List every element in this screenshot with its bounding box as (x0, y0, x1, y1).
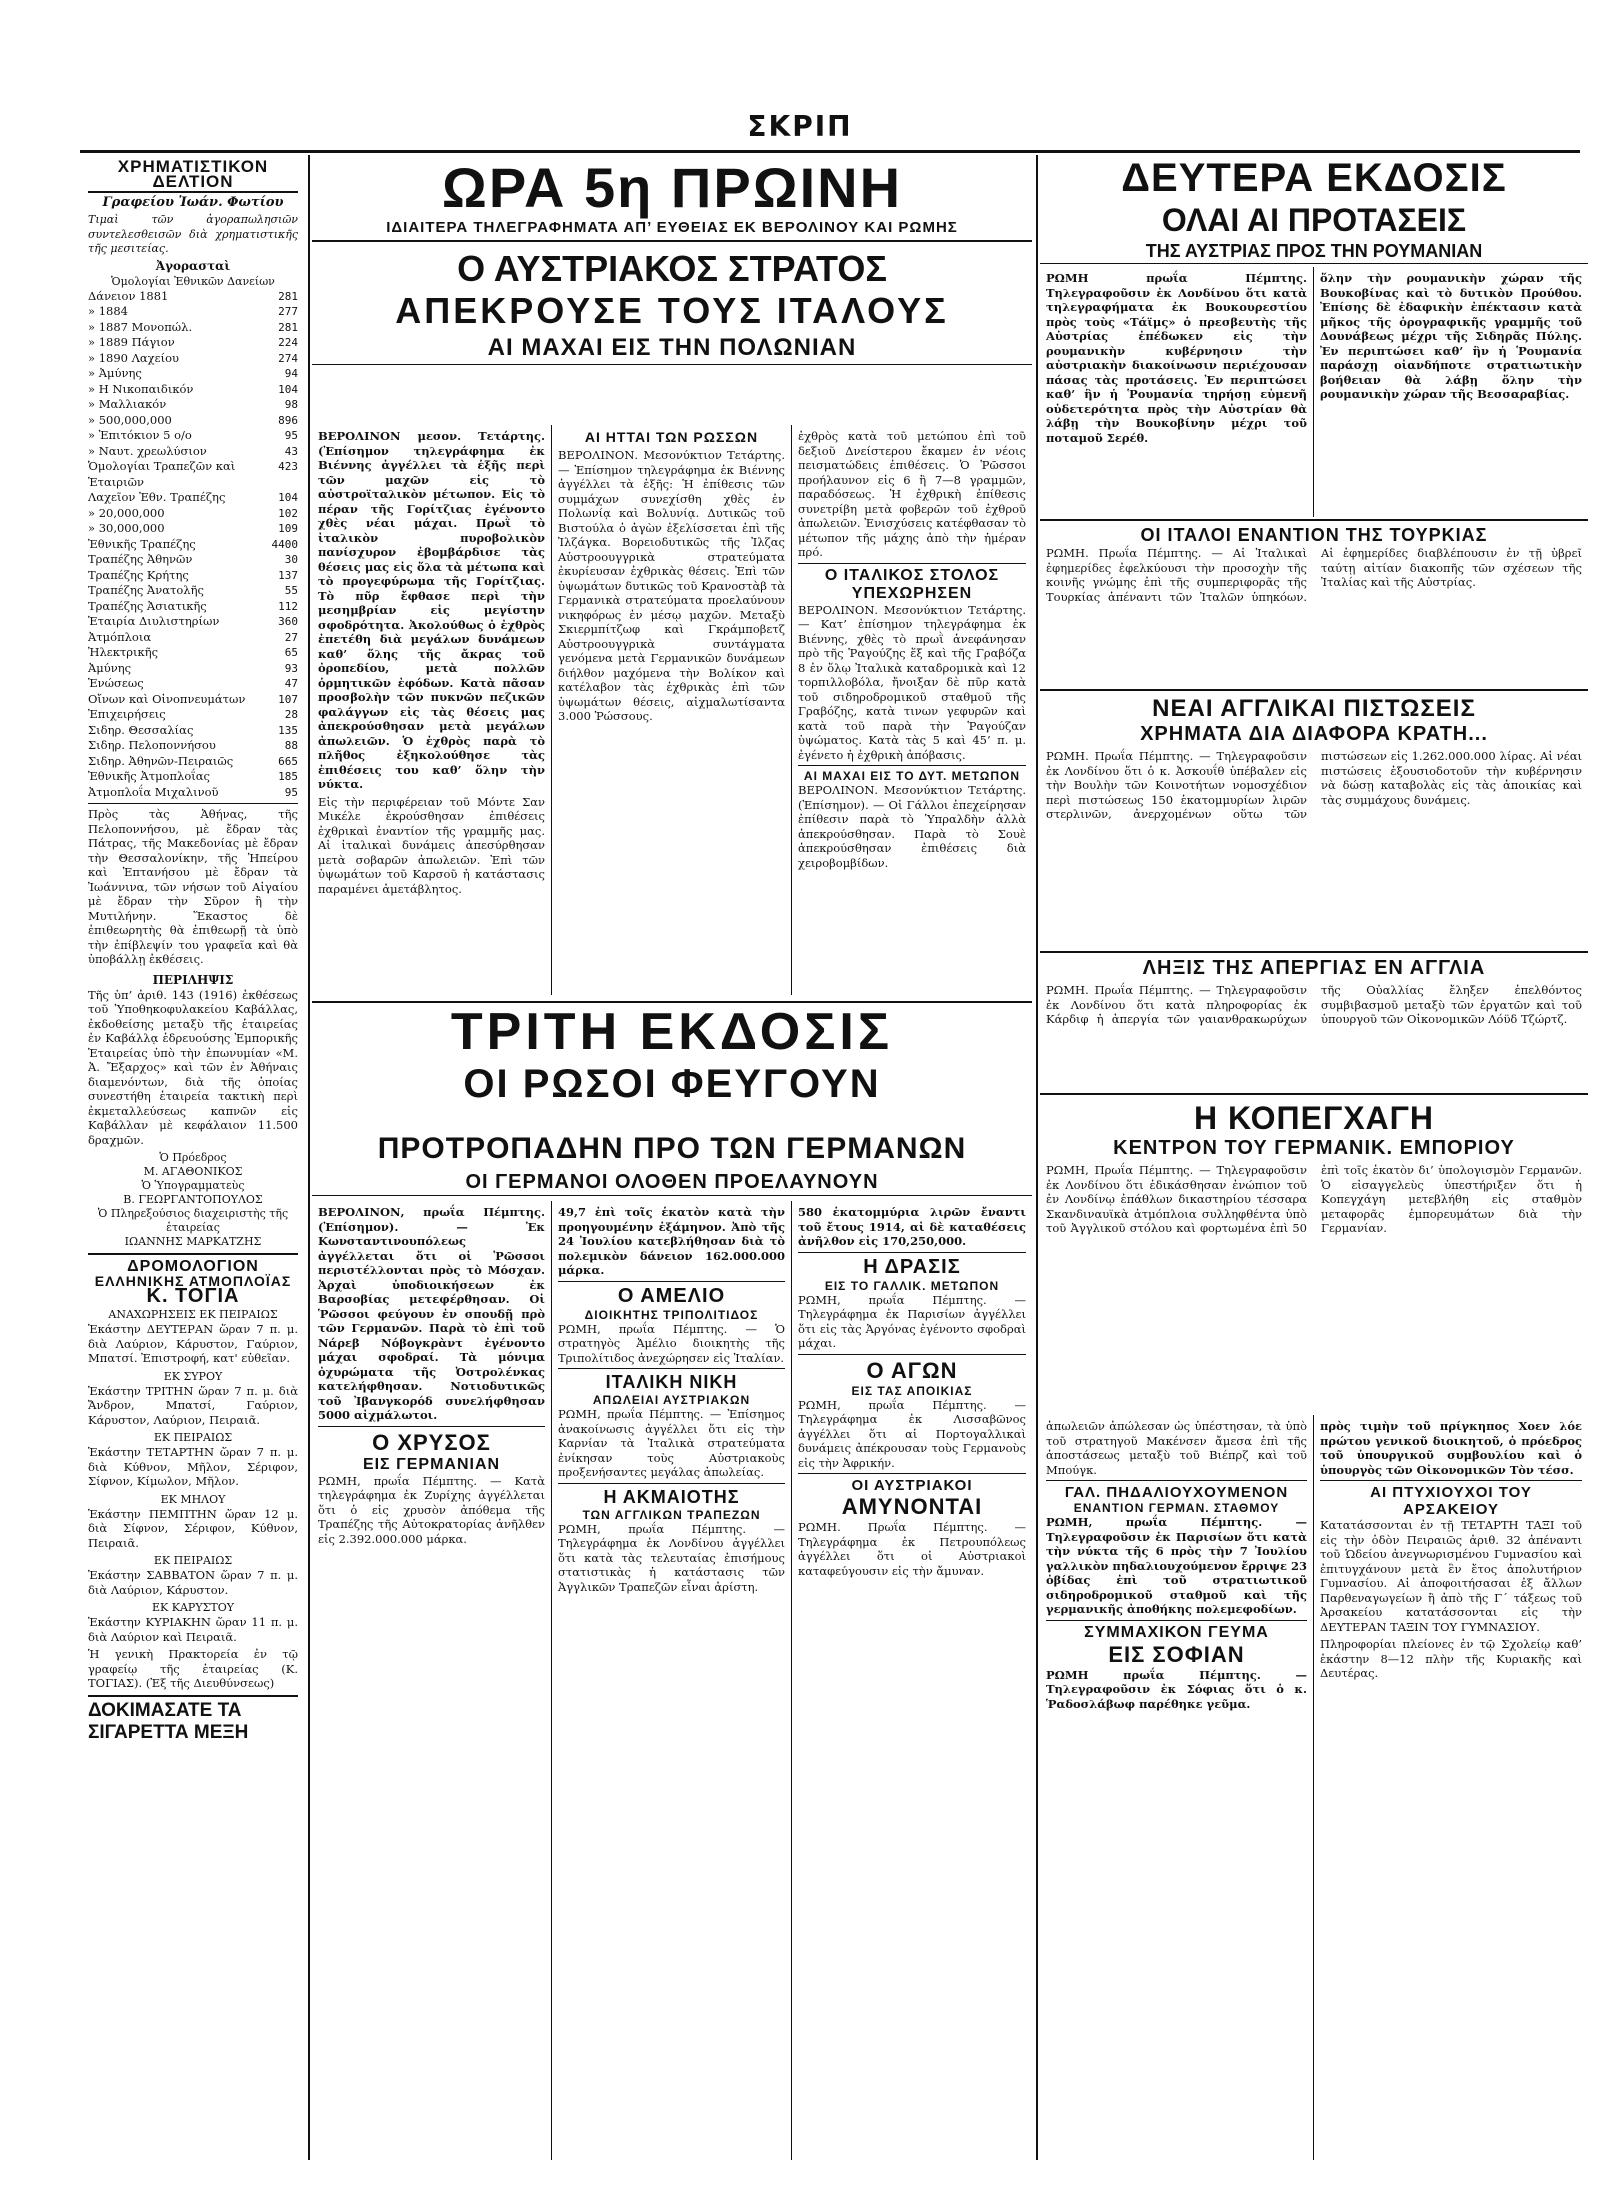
stock-row: » 20,000,000 102 (88, 505, 298, 520)
column-divider (308, 155, 310, 2160)
agency-note: Ἡ γενικὴ Πρακτορεία ἐν τῷ γραφείῳ τῆς ἑταιρείας (Κ. ΤΟΓΙΑΣ). (Ἐξ τῆς Διευθύνσεως) (88, 1647, 298, 1690)
headline-russians-flee: ΟΙ ΡΩΣΟΙ ΦΕΥΓΟΥΝ (463, 1062, 881, 1106)
stock-row: Ἐθνικῆς Τραπέζης 4400 (88, 536, 298, 551)
stock-row: Τραπέζης Ἀθηνῶν 30 (88, 552, 298, 566)
story-heading: Ο ΙΤΑΛΙΚΟΣ ΣΤΟΛΟΣ ΥΠΕΧΩΡΗΣΕΝ (824, 566, 1000, 602)
headline-austria-romania: ΤΗΣ ΑΥΣΤΡΙΑΣ ΠΡΟΣ ΤΗΝ ΡΟΥΜΑΝΙΑΝ (1040, 239, 1588, 264)
story-heading: ΑΙ ΠΤΥΧΙΟΥΧΟΙ ΤΟΥ ΑΡΣΑΚΕΙΟΥ (1370, 1484, 1532, 1518)
stock-bulletin-column (82, 155, 304, 2160)
story-body: ΡΩΜΗ, Πρωΐα Πέμπτης. — Τηλεγραφοῦσιν ἐκ Λονδίνου ὅτι ἐδικάσθησαν ἐνώπιον τοῦ ἐν Λονδίνῳ ἐπάθλων δικαστηρίου τέσσαρα Σκανδιναυϊκὰ ἀτμόπλοια συλληφθέντα ὑπὸ τοῦ Ἀγγλικοῦ στόλου καὶ φορτωμένα ἐπὶ 50 ἐπὶ τοῖς ἑκατὸν δι’ ὑπολογισμὸν Γερμανῶν. Ὁ εἰσαγγελεὺς ὑπεστήριξεν ὅτι ἡ Κοπεγχάγη μετεβλήθη εἰς σταθμὸν μεταφορᾶς ἐμπορευμάτων διὰ τὴν Γερμανίαν. (1046, 1163, 1582, 1235)
stock-row: Τραπέζης Ἀνατολῆς 55 (88, 583, 298, 597)
story-body: ΡΩΜΗ πρωΐα Πέμπτης. Τηλεγραφοῦσιν ἐκ Λονδίνου ὅτι κατὰ τηλεγραφήματα ἐκ Βουκουρεστίου πρὸς τοὺς «Τάϊμς» ὁ πρεσβευτὴς τῆς Αὐστρίας ἐπέδωκεν εἰς τὴν ρουμανικὴν κυβέρνησιν τὴν αὐστριακὴν διακοίνωσιν περιέχουσαν πάσας τὰς προτάσεις. Ἐν περιπτώσει καθ’ ἣν ἡ Ῥουμανία τηρήσῃ εὐμενῆ οὐδετερότητα πρὸς τὴν Αὐστρίαν θὰ λάβῃ τὴν Βουκοβίνην μέχρι τοῦ ποταμοῦ Σερέθ. (1046, 271, 1307, 445)
masthead: ΣΚΡΙΠ (747, 110, 853, 143)
stock-row: » Ἐπιτόκιον 5 ο/ο 95 (88, 428, 298, 442)
story-subheading: ΕΙΣ ΓΕΡΜΑΝΙΑΝ (362, 1455, 501, 1473)
story-body: ΡΩΜΗ. Πρωΐα Πέμπτης. — Τηλεγράφημα ἐκ Πετρουπόλεως ἀγγέλλει ὅτι οἱ Αὐστριακοὶ καταφεύγουσιν εἰς τὴν ἄμυναν. (798, 1520, 1026, 1578)
story-body: ΡΩΜΗ, πρωΐα Πέμπτης. — Τηλεγραφοῦσιν ἐκ Παρισίων ὅτι κατὰ τὴν νύκτα τῆς 6 πρὸς τὴν 7 Ἰουλίου γαλλικὸν πηδαλιουχούμενον ἔρριψε 23 ὀβίδας ἐπὶ τοῦ στρατιωτικοῦ σιδηροδρομικοῦ σταθμοῦ καὶ τῆς γερμανικῆς ἀποθήκης πολεμεφοδίων. (1046, 1515, 1307, 1616)
story-heading: Η ΚΟΠΕΓΧΑΓΗ (1193, 1100, 1434, 1136)
departure-item: ΕΚ ΚΑΡΥΣΤΟΥ Ἑκάστην ΚΥΡΙΑΚΗΝ ὥραν 11 π. μ. διὰ Λαύριον καὶ Πειραιᾶ. (88, 1601, 298, 1644)
market-subheading: Ὁμολογίαι Ἐθνικῶν Δανείων (111, 274, 275, 288)
story-arsakeion (1314, 1415, 1588, 2160)
stock-row: » 1889 Πάγιον 224 (88, 335, 298, 349)
banner-subheadline: ΙΔΙΑΙΤΕΡΑ ΤΗΛΕΓΡΑΦΗΜΑΤΑ ΑΠ’ ΕΥΘΕΙΑΣ ΕΚ ΒΕΡΟΛΙΝΟΥ ΚΑΙ ΡΩΜΗΣ (312, 219, 1032, 242)
story-body: ΒΕΡΟΛΙΝΟΝ, πρωΐα Πέμπτης. (Ἐπίσημον). — Ἐκ Κωνσταντινουπόλεως ἀγγέλλεται ὅτι οἱ Ῥῶσσοι περιστέλλονται πρὸς τὸ Μόσχαν. Ἀρχαὶ ὑποδιοικήσεων ἐκ Βαρσοβίας μετεφέρθησαν. Οἱ Ῥῶσσοι φεύγουν ἐν σπουδῇ πρὸ τῶν Γερμανῶν. Παρὰ τὸ ἐπὶ τοῦ Νάρεβ Νόβογκρὰντ ἐγένοντο μάχαι σφοδραί. Τὰ μόνιμα ὀχυρώματα τῆς Ὀστρολένκας κατελήφθησαν. Νοτιοδυτικῶς τοῦ Ἰβανγκορόδ συνελήφθησαν 5000 αἰχμάλωτοι. (318, 1205, 545, 1422)
story-body: ΒΕΡΟΛΙΝΟΝ. Μεσονύκτιον Τετάρτης. — Ἐπίσημον τηλεγράφημα ἐκ Βιέννης ἀγγέλλει τὰ ἑξῆς: Ἡ ἐπίθεσις τῶν συμμάχων συνεχίσθη χθὲς ἐν Πολωνίᾳ καὶ Βολυνίᾳ. Δυτικῶς τοῦ Βιστούλα ὁ ἀγὼν ἐξελίσσεται ἐπὶ τῆς Ἰλζάγκα. Βορειοδυτικῶς τῆς Ἰλζας Αὐστροουγγρικὰ στρατεύματα ἐκυρίευσαν ἐχθρικὰς θέσεις. Ἐπὶ τῶν ὑψωμάτων δυτικῶς τοῦ Κρανοστὰβ τὰ Γερμανικὰ στρατεύματα προελαύνουν νικηφόρως ἐν μέσῳ μαχῶν. Μεταξὺ Σκιερμπίτζωφ καὶ Γκράμποβετζ Αὐστροουγγρικὰ συντάγματα γενόμενα μετὰ Γερμανικῶν δυνάμεων διήλθον μαχόμενα τὴν Βολίκον καὶ κατέλαβον τὰς ἐχθρικὰς ἐπὶ τῶν ὑψωμάτων θέσεις, αἰχμαλωτίσαντα 3.000 Ῥώσσους. (558, 448, 785, 723)
story-body: ΡΩΜΗ. Πρωΐα Πέμπτης. — Αἱ Ἰταλικαὶ ἐφημερίδες ἐφελκύουσι τὴν προσοχὴν τῆς κοινῆς γνώμης ἐπὶ τῆς συμπεριφορᾶς τῆς Τουρκίας ἀπέναντι τῶν Ἰταλῶν ὑπηκόων. Αἱ ἐφημερίδες διαβλέπουσιν ἐν τῇ ὑβρεῖ ταύτῃ αἰτίαν διακοπῆς τῶν σχέσεων τῆς Ἰταλίας καὶ τῆς Αὐστρίας. (1046, 546, 1582, 604)
story-body: ΒΕΡΟΛΙΝΟΝ. Μεσονύκτιον Τετάρτης. (Ἐπίσημον). — Οἱ Γάλλοι ἐπεχείρησαν ἐπίθεσιν παρὰ τὸ Ὑπραλδὴν ἀλλὰ ἀπεκρούσθησαν. Παρὰ τὸ Σουὲ ἀπεκρούσθησαν ἐπιθέσεις διὰ χειροβομβίδων. (798, 783, 1026, 870)
departure-item: ΕΚ ΠΕΙΡΑΙΩΣ Ἑκάστην ΣΑΒΒΑΤΟΝ ὥραν 7 π. μ. διὰ Λαύριον, Κάρυστον. (88, 1554, 298, 1597)
story-heading: ΑΙ ΗΤΤΑΙ ΤΩΝ ΡΩΣΣΩΝ (584, 429, 759, 445)
story-subheading: ΕΙΣ ΤΟ ΓΑΛΛΙΚ. ΜΕΤΩΠΟΝ (824, 1278, 1000, 1293)
center-column (312, 155, 1032, 2160)
story-copenhagen (1040, 1093, 1588, 1413)
story-heading: ΣΥΜΜΑΧΙΚΟΝ ΓΕΥΜΑ (1084, 1623, 1269, 1641)
story-body: ΡΩΜΗ, πρωΐα Πέμπτης. — Ὁ στρατηγὸς Ἀμέλιο διοικητὴς τῆς Τριπολίτιδος ἀνεχώρησεν εἰς Ἰταλίαν. (558, 1321, 785, 1365)
inspectors-text: Πρὸς τὰς Ἀθήνας, τῆς Πελοποννήσου, μὲ ἔδραν τὰς Πάτρας, τῆς Μακεδονίας μὲ ἔδραν τὴν Θεσσαλονίκην, τῆς Ἠπείρου καὶ Ἑπτανήσου μὲ ἔδραν τὰ Ἰωάννινα, τῶν νήσων τοῦ Αἰγαίου μὲ ἔδραν τὴν Σῦρον ἢ τὴν Μυτιλήνην. Ἕκαστος δὲ ἐπιθεωρητὴς θὰ ἐπιθεωρῇ τὰ ὑπὸ τὴν ἐπίβλεψίν του γραφεῖα καὶ θὰ ὑποβάλλῃ ἐκθέσεις. (88, 807, 298, 966)
stock-row: Ἀτμοπλοΐα Μιχαλινοῦ 95 (88, 784, 298, 799)
story-body: ΒΕΡΟΛΙΝΟΝ. Μεσονύκτιον Τετάρτης. — Κατ’ ἐπίσημον τηλεγράφημα ἐκ Βιέννης, χθὲς τὸ πρωῒ ἀνεφάνησαν πρὸ τῆς Ῥαγούζης ἕξ καὶ τῆς Γραβόζα 8 ἐν ὅλῳ Ἰταλικὰ καταδρομικὰ καὶ 12 τορπιλλοβόλα, ἤνοιξαν δὲ πῦρ κατὰ τοῦ σιδηροδρομικοῦ σταθμοῦ τῆς Γραβόζης, κατὰ τινων γεφυρῶν καὶ κατὰ τοῦ παρὰ τὴν Ῥαγούζαν ὑψώματος. Κατὰ τὰς 5 καὶ 45’ π. μ. ἐγένετο ἡ ἐχθρικὴ ἀπόβασις. (798, 602, 1026, 762)
departure-item: ΕΚ ΠΕΙΡΑΙΩΣ Ἑκάστην ΤΕΤΑΡΤΗΝ ὥραν 7 π. μ. διὰ Κύθνον, Μῆλον, Σέριφον, Σίφνον, Κίμωλον, Μῆλον. (88, 1431, 298, 1488)
story-body: ὅλην τὴν ρουμανικὴν χώραν τῆς Βουκοβίνας καὶ τὸ δυτικὸν Προύθου. Ἐπίσης δὲ ἐδαφικὴν ἐπέκτασιν κατὰ μῆκος τῆς ὁρογραφικῆς γραμμῆς τοῦ Δουνάβεως μέχρι τῆς Σιδηρᾶς Πύλης. Ἐν περιπτώσει καθ’ ἣν ἡ Ῥουμανία παράσχῃ οἰανδήποτε στρατιωτικὴν βοήθειαν θὰ λάβῃ ὅλην τὴν ρουμανικὴν χώραν τῆς Βεσσαραβίας. (1320, 271, 1582, 401)
story-subheading: ΔΙΟΙΚΗΤΗΣ ΤΡΙΠΟΛΙΤΙΔΟΣ (584, 1307, 759, 1322)
signature-line: Ὁ Πληρεξούσιος διαχειριστὴς τῆς ἑταιρείας (97, 1207, 289, 1234)
stock-row: Τραπέζης Κρήτης 137 (88, 567, 298, 582)
departure-list (88, 1307, 298, 1644)
story-body: ΡΩΜΗ, πρωΐα Πέμπτης. — Τηλεγράφημα ἐκ Παρισίων ἀγγέλλει ὅτι εἰς τὰς Ἀργόνας ἐγένοντο σφοδραὶ μάχαι. (798, 1292, 1026, 1350)
story-strike-end (1040, 951, 1588, 1091)
cigarette-ad: ΔΟΚΙΜΑΣΑΤΕ ΤΑ ΣΙΓΑΡΕΤΤΑ ΜΕΞΗ (88, 1695, 298, 1744)
story-russian-retreat (312, 1201, 552, 2160)
stock-bulletin-subtitle: Γραφείου Ἰωάν. Φωτίου (102, 195, 284, 210)
story-heading: Ο ΑΜΕΛΙΟ (617, 1284, 726, 1307)
story-body: 580 ἑκατομμύρια λιρῶν ἔναντι τοῦ ἔτους 1914, αἱ δὲ καταθέσεις ἀνῆλθον εἰς 170,250,000. (798, 1205, 1026, 1248)
market-heading: Ἀγορασταὶ (155, 258, 231, 273)
story-heading: ΓΑΛ. ΠΗΔΑΛΙΟΥΧΟΥΜΕΝΟΝ (1064, 1484, 1289, 1501)
signature-line: Β. ΓΕΩΡΓΑΝΤΟΠΟΥΛΟΣ (123, 1193, 263, 1206)
story-subheading: ΕΙΣ ΤΑΣ ΑΠΟΙΚΙΑΣ (851, 1383, 973, 1398)
story-subheading: ΤΩΝ ΑΓΓΛΙΚΩΝ ΤΡΑΠΕΖΩΝ (582, 1507, 761, 1522)
story-heading: Ο ΧΡΥΣΟΣ (372, 1429, 491, 1455)
story-italy-turkey (1040, 519, 1588, 687)
stock-row: Λαχεῖον Ἐθν. Τραπέζης 104 (88, 490, 298, 504)
story-french-front (792, 1201, 1032, 2160)
stock-row: Οἴνων καὶ Οἰνοπνευμάτων 107 (88, 691, 298, 706)
headline-repelled-italians: ΑΠΕΚΡΟΥΣΕ ΤΟΥΣ ΙΤΑΛΟΥΣ (395, 290, 949, 331)
story-heading: ΟΙ ΑΥΣΤΡΙΑΚΟΙ (851, 1477, 973, 1494)
stock-row: » 30,000,000 109 (88, 521, 298, 535)
story-heading: ΟΙ ΙΤΑΛΟΙ ΕΝΑΝΤΙΟΝ ΤΗΣ ΤΟΥΡΚΙΑΣ (1140, 525, 1488, 545)
departure-item: ΕΚ ΣΥΡΟΥ Ἑκάστην ΤΡΙΤΗΝ ὥραν 7 π. μ. διὰ Ἄνδρον, Μπατσί, Γαύριον, Κάρυστον, Λαύριον, Πειραιᾶ. (88, 1369, 298, 1427)
story-body: ΡΩΜΗ, πρωΐα Πέμπτης. — Κατὰ τηλεγράφημα ἐκ Ζυρίχης ἀγγέλλεται ὅτι ὁ εἰς χρυσὸν ἀπόθεμα τῆς Τραπέζης τῆς Αὐτοκρατορίας ἀνῆλθεν εἰς 2.392.000.000 μάρκα. (318, 1473, 545, 1546)
stock-row: Ἀτμόπλοια 27 (88, 629, 298, 644)
story-body: ἀπωλειῶν ἀπώλεσαν ὡς ὑπέστησαν, τὰ ὑπὸ τοῦ στρατηγοῦ Μακένσεν ἄμεσα ἐπὶ τῆς ἀποστάσεως μεταξὺ τοῦ Βιέπρζ καὶ τοῦ Μπούγκ. (1046, 1419, 1307, 1477)
story-amelio (552, 1201, 792, 2160)
headline-flight-germans: ΠΡΟΤΡΟΠΑΔΗΝ ΠΡΟ ΤΩΝ ΓΕΡΜΑΝΩΝ (377, 1132, 967, 1165)
headline-proposals: ΟΛΑΙ ΑΙ ΠΡΟΤΑΣΕΙΣ (1161, 202, 1467, 238)
story-heading: ΛΗΞΙΣ ΤΗΣ ΑΠΕΡΓΙΑΣ ΕΝ ΑΓΓΛΙΑ (1142, 957, 1486, 979)
stock-row: » 1884 277 (88, 304, 298, 318)
story-subheading: ΕΝΑΝΤΙΟΝ ΓΕΡΜΑΝ. ΣΤΑΘΜΟΥ (1073, 1501, 1280, 1515)
story-austria-proposals-cont (1314, 267, 1588, 517)
stock-row: Ἠλεκτρικῆς 65 (88, 645, 298, 659)
story-subheading: ΑΠΩΛΕΙΑΙ ΑΥΣΤΡΙΑΚΩΝ (592, 1393, 751, 1407)
story-body: ἐχθρὸς κατὰ τοῦ μετώπου ἐπὶ τοῦ δεξιοῦ Δνείστερου ἔκαμεν ἐν νέοις πεισματώδεις ἐπιθέσεις. Ὁ Ῥῶσσοι προήλαυνον εἰς 6 ἢ 7—8 γραμμῶν, παραδόσεως. Ἡ ἐχθρικὴ ἐπίθεσις συνετρίβη μετὰ φοβερῶν τοῦ ἐχθροῦ ἀπωλειῶν. Ἐνισχύσεις κατέφθασαν τὸ μέτωπον τῆς μάχης ἀπὸ τὴν ἡμέραν πρό. (798, 429, 1026, 559)
story-body: ΡΩΜΗ. Πρωΐα Πέμπτης. — Τηλεγραφοῦσιν ἐκ Λονδίνου ὅτι ὁ κ. Ἀσκουΐθ ὑπέβαλεν εἰς τὴν Βουλὴν τῶν Κοινοτήτων νομοσχέδιον περὶ πιστώσεως 150 ἑκατομμυρίων λιρῶν στερλινῶν, ἀνερχομένων οὕτω τῶν πιστώσεων εἰς 1.262.000.000 λίρας. Αἱ νέαι πιστώσεις ἐξουσιοδοτοῦν τὴν κυβέρνησιν νὰ δώσῃ καταβολὰς εἰς τὰς ἀποικίας καὶ τὰς συμμάχους δυνάμεις. (1046, 749, 1582, 821)
story-heading: Η ΔΡΑΣΙΣ (863, 1255, 961, 1278)
signatures (88, 1151, 298, 1249)
story-body: ΒΕΡΟΛΙΝΟΝ μεσον. Τετάρτης. (Ἐπίσημον τηλεγράφημα ἐκ Βιέννης ἀγγέλλει τὰ ἑξῆς περὶ τῶν μαχῶν εἰς τὸ αὐστροϊταλικὸν μέτωπον. Εἰς τὸ πέραν τῆς Γορίτζιας ἐγένοντο χθὲς νέαι μάχαι. Πρωῒ τὸ ἰταλικὸν πυροβολικὸν πανίσχυρον ἐβομβάρδισε τὰς θέσεις μας εἰς ὅλα τὰ μέτωπα καὶ τὸ προγεφύρωμα τῆς Γορίτζιας. Τὸ πῦρ ἔφθασε περὶ τὴν μεσημβρίαν εἰς μεγίστην σφοδρότητα. Ἀκολούθως ὁ ἐχθρὸς ἐπετέθη διὰ μεγάλων δυνάμεων καθ’ ὅλης τῆς ἄκρας τοῦ ὀροπεδίου, μετὰ πολλῶν ὁρμητικῶν ἐφόδων. Κατὰ πᾶσαν προσβολὴν τῶν πυκνῶν πεζικῶν φαλάγγων εἰς τὰς θέσεις μας ἀπεκρούσθησαν μετὰ μεγάλων ἀπωλειῶν. Ὁ ἐχθρὸς παρὰ τὸ πλῆθος ἐξηκολούθησε τὰς ἐπιθέσεις του καθ’ ὅλην τὴν νύκτα. (318, 429, 545, 791)
story-body: ΡΩΜΗ πρωΐα Πέμπτης. — Τηλεγραφοῦσιν ἐκ Σόφιας ὅτι ὁ κ. Ῥαδοσλάβωφ παρέθηκε γεῦμα. (1046, 1667, 1307, 1711)
stock-row: » Ἀμύνης 94 (88, 366, 298, 380)
story-body: ΡΩΜΗ, πρωΐα Πέμπτης. — Τηλεγράφημα ἐκ Λισσαβῶνος ἀγγέλλει ὅτι αἱ Πορτογαλλικαὶ δυνάμεις ἀπέκρουσαν τοὺς Γερμανοὺς εἰς τὴν Ἀφρικήν. (798, 1397, 1026, 1470)
second-edition-banner: ΔΕΥΤΕΡΑ ΕΚΔΟΣΙΣ (1121, 156, 1507, 200)
stock-row: » Ναυτ. χρεωλύσιον 43 (88, 443, 298, 458)
story-body: ΡΩΜΗ, πρωΐα Πέμπτης. — Τηλεγράφημα ἐκ Λονδίνου ἀγγέλλει ὅτι κατὰ τὰς τελευταίας ἐπισήμους στατιστικὰς ἡ κατάστασις τῶν Ἀγγλικῶν Τραπεζῶν εἶναι ἀρίστη. (558, 1521, 785, 1594)
headline-poland-battles: ΑΙ ΜΑΧΑΙ ΕΙΣ ΤΗΝ ΠΟΛΩΝΙΑΝ (312, 332, 1032, 365)
story-body: ΡΩΜΗ, πρωΐα Πέμπτης. — Ἐπίσημος ἀνακοίνωσις ἀγγέλλει ὅτι εἰς τὴν Καρνίαν τὰ Ἰταλικὰ στρατεύματα ἐνίκησαν τοὺς Αὐστριακοὺς προξενήσαντες μεγάλας ἀπωλείας. (558, 1407, 785, 1479)
story-subheading: ΧΡΗΜΑΤΑ ΔΙΑ ΔΙΑΦΟΡΑ ΚΡΑΤΗ... (1140, 723, 1488, 745)
story-airship (1040, 1415, 1314, 2160)
summary-heading: ΠΕΡΙΛΗΨΙΣ (152, 972, 234, 987)
stock-row: Δάνειον 1881 281 (88, 288, 298, 303)
story-subheading: ΚΕΝΤΡΟΝ ΤΟΥ ΓΕΡΜΑΝΙΚ. ΕΜΠΟΡΙΟΥ (1113, 1137, 1515, 1159)
story-heading: ΙΤΑΛΙΚΗ ΝΙΚΗ (605, 1372, 738, 1392)
story-subheading: ΕΙΣ ΣΟΦΙΑΝ (1108, 1641, 1245, 1667)
right-column (1040, 155, 1588, 2160)
story-italian-fleet (792, 425, 1032, 995)
story-italian-front (312, 425, 552, 995)
schedule-ship: Κ. ΤΟΓΙΑ (146, 1285, 240, 1307)
stock-bulletin-note: Τιμαὶ τῶν ἀγοραπωλησιῶν συντελεσθεισῶν διὰ χρηματιστικῆς τῆς μεσιτείας. (88, 213, 298, 255)
schedule-company: ΕΛΛΗΝΙΚΗΣ ΑΤΜΟΠΛΟΪΑΣ (94, 1273, 292, 1289)
masthead-rule (80, 150, 1580, 153)
signature-line: Ὁ Ὑπογραμματεὺς (141, 1179, 245, 1192)
signature-line: Μ. ΑΓΑΘΟΝΙΚΟΣ (143, 1165, 243, 1178)
signature-line: Ὁ Πρόεδρος (159, 1151, 227, 1164)
stock-row: Ἑνώσεως 47 (88, 676, 298, 690)
story-body: Πληροφορίαι πλείονες ἐν τῷ Σχολείῳ καθ’ ἑκάστην 8—12 πλὴν τῆς Κυριακῆς καὶ Δευτέρας. (1320, 1637, 1582, 1680)
story-russian-defeats (552, 425, 792, 995)
story-body: Κατατάσσονται ἐν τῇ ΤΕΤΑΡΤΗ ΤΑΞΙ τοῦ εἰς τὴν ὁδὸν Πειραιῶς ἀριθ. 32 ἀπέναντι τοῦ Ὡδείου ἀνεγνωρισμένου Γυμνασίου καὶ ἐπιτυγχάνουν μετὰ ἓν ἔτος ἀπολυτήριον Γυμνασίου. Αἱ ἀποφοιτήσασαι ἐξ ἄλλων Παρθεναγωγείων ἢ ἀπὸ τῆς Γ΄ τάξεως τοῦ Ἀρσακείου κατατάσσονται εἰς τὴν ΔΕΥΤΕΡΑΝ ΤΑΞΙΝ ΤΟΥ ΓΥΜΝΑΣΙΟΥ. (1320, 1518, 1582, 1634)
stock-row: Σιδηρ. Θεσσαλίας 135 (88, 722, 298, 737)
departure-item: ΑΝΑΧΩΡΗΣΕΙΣ ΕΚ ΠΕΙΡΑΙΩΣ Ἑκάστην ΔΕΥΤΕΡΑΝ ὥραν 7 π. μ. διὰ Λαύριον, Κάρυστον, Γαύριον, Μπατσί. Ἐπιστροφή, κατ' εὐθεῖαν. (88, 1308, 298, 1365)
departure-item: ΕΚ ΜΗΛΟΥ Ἑκάστην ΠΕΜΠΤΗΝ ὥραν 12 μ. διὰ Σίφνον, Σέριφον, Κύθνον, Πειραιᾶ. (88, 1492, 298, 1550)
story-body: πρὸς τιμὴν τοῦ πρίγκηπος Χοεν λόε πρώτου γενικοῦ διοικητοῦ, ὁ πρόεδρος τοῦ ὑπουργικοῦ συμβουλίου καὶ ὁ ὑπουργὸς τῶν Οἰκονομικῶν Τὸν τέσσ. (1320, 1419, 1582, 1477)
stock-row: » 500,000,000 896 (88, 412, 298, 427)
story-heading: Ο ΑΓΩΝ (866, 1357, 958, 1383)
story-heading: ΑΙ ΜΑΧΑΙ ΕΙΣ ΤΟ ΔΥΤ. ΜΕΤΩΠΟΝ (803, 769, 1021, 783)
stock-row: » 1887 Μονοπώλ. 281 (88, 319, 298, 334)
stock-row: Ὁμολογίαι Τραπεζῶν καὶ Ἑταιριῶν 423 (88, 459, 298, 489)
stock-row: Ἐθνικῆς Ἀτμοπλοΐας 185 (88, 769, 298, 783)
stock-row: Ἐπιχειρήσεις 28 (88, 707, 298, 721)
story-body: 49,7 ἐπὶ τοῖς ἑκατὸν κατὰ τὴν προηγουμένην ἑξάμηνον. Ἀπὸ τῆς 24 Ἰουλίου κατεβλήθησαν διὰ τὸ πολεμικὸν δάνειον 162.000.000 μάρκα. (558, 1205, 785, 1277)
stock-row: » 1890 Λαχείου 274 (88, 350, 298, 365)
stock-row: Σιδηρ. Ἀθηνῶν-Πειραιῶς 665 (88, 753, 298, 768)
summary-text: Τῆς ὑπ’ ἀριθ. 143 (1916) ἐκθέσεως τοῦ Ὑποθηκοφυλακείου Καβάλλας, ἐκδοθείσης μεταξὺ τῆς ἑταιρείας ἐν Καβάλλᾳ ἑδρευούσης Ἐμπορικῆς Ἑταιρείας ὑπὸ τὴν ἐπωνυμίαν «Μ. Ἀ. Ἔξαρχος» καὶ τῶν ἐν Ἀθήναις διαμενόντων, διὰ τῆς ὁποίας συνεστήθη ἑταιρεία τακτικὴ περὶ ἐκμεταλλεύσεως καπνῶν εἰς Καβάλλαν μὲ κεφάλαιον 11.500 δραχμῶν. (88, 987, 298, 1147)
stock-row: Ἑταιρία Διυλιστηρίων 360 (88, 614, 298, 628)
headline-austrian-army: Ο ΑΥΣΤΡΙΑΚΟΣ ΣΤΡΑΤΟΣ (457, 248, 887, 289)
third-edition-banner: ΤΡΙΤΗ ΕΚΔΟΣΙΣ (450, 1003, 894, 1061)
story-english-credits (1040, 689, 1588, 949)
story-heading: ΝΕΑΙ ΑΓΓΛΙΚΑΙ ΠΙΣΤΩΣΕΙΣ (1152, 695, 1476, 722)
third-edition-header (312, 1001, 1032, 1131)
stock-row: Ἀμύνης 93 (88, 660, 298, 675)
stock-row: Σιδηρ. Πελοποννήσου 88 (88, 738, 298, 752)
stock-row: Τραπέζης Ἀσιατικῆς 112 (88, 598, 298, 613)
banner-headline: ΩΡΑ 5η ΠΡΩΙΝΗ (441, 156, 903, 219)
column-divider (1036, 155, 1038, 2160)
stock-table (88, 289, 298, 801)
stock-row: » Μαλλιακόν 98 (88, 397, 298, 411)
signature-line: ΙΩΑΝΝΗΣ ΜΑΡΚΑΤΖΗΣ (124, 1235, 262, 1248)
stock-row: » Η Νικοπαιδικόν 104 (88, 381, 298, 396)
stock-bulletin-title: ΧΡΗΜΑΤΙΣΤΙΚΟΝ ΔΕΛΤΙΟΝ (88, 159, 298, 193)
story-austria-proposals (1040, 267, 1314, 517)
story-heading: Η ΑΚΜΑΙΟΤΗΣ (603, 1486, 740, 1507)
story-body: ΡΩΜΗ. Πρωΐα Πέμπτης. — Τηλεγραφοῦσιν ἐκ Λονδίνου ὅτι κατὰ πληροφορίας ἐκ Κάρδιφ ἡ ἀπεργία τῶν γαιανθρακωρύχων τῆς Οὐαλλίας ἔληξεν ἐπελθόντος συμβιβασμοῦ μεταξὺ τῶν ἐργατῶν καὶ τοῦ ὑπουργοῦ τῶν Οἰκονομικῶν Λόϋδ Τζώρτζ. (1046, 983, 1582, 1026)
headline-germans-advance: ΟΙ ΓΕΡΜΑΝΟΙ ΟΛΟΘΕΝ ΠΡΟΕΛΑΥΝΟΥΝ (312, 1169, 1032, 1196)
story-body: Εἰς τὴν περιφέρειαν τοῦ Μόντε Σαν Μικέλε ἐκρούσθησαν ἐπιθέσεις ἐχθρικαὶ ἐναντίον τῆς γραμμῆς μας. Αἱ ἰταλικαὶ δυνάμεις ἀπεσύρθησαν μετὰ σοβαρῶν ἀπωλειῶν. Ἐπὶ τῶν ὑψωμάτων τοῦ Καρσοῦ ἡ κατάστασις παραμένει ἀμετάβλητος. (318, 794, 545, 896)
story-subheading: ΑΜΥΝΟΝΤΑΙ (841, 1494, 983, 1519)
schedule-heading: ΔΡΟΜΟΛΟΓΙΟΝ (127, 1258, 259, 1275)
